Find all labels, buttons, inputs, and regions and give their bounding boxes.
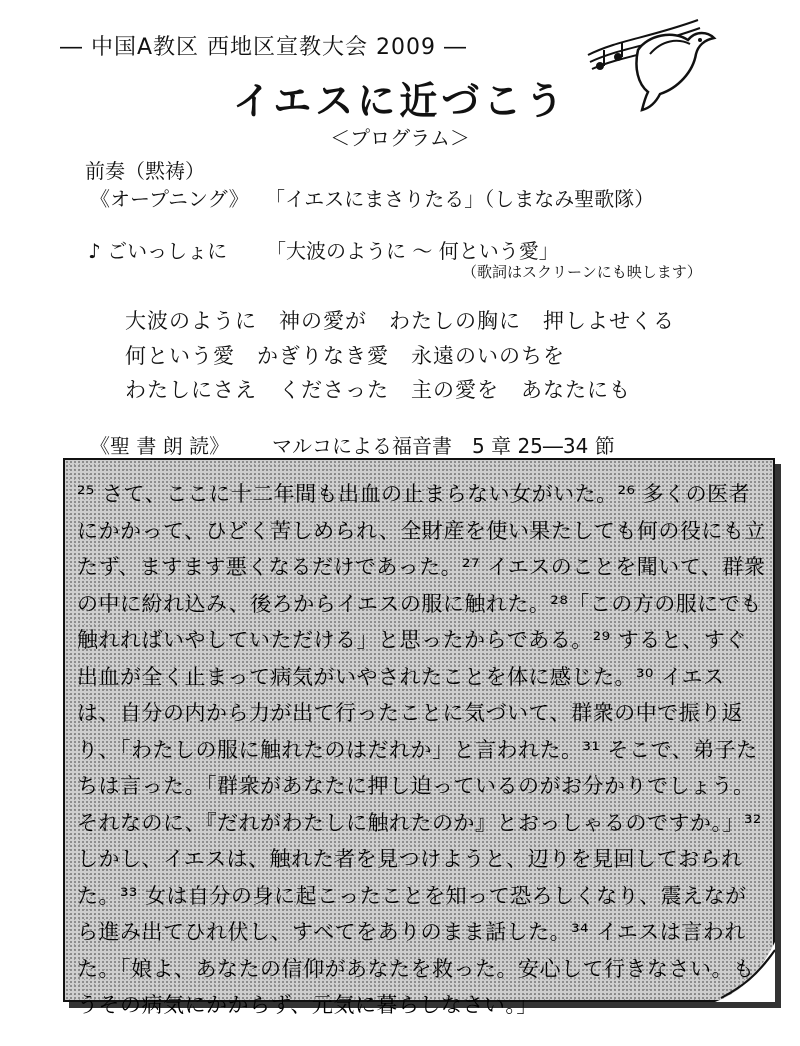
page-curl-icon bbox=[715, 942, 775, 1002]
opening-item bbox=[90, 183, 655, 212]
scripture-text: ²⁵ さて、ここに十二年間も出血の止まらない女がいた。²⁶ 多くの医者にかかって、ひどく苦しめられ、全財産を使い果たしても何の役にも立たず、ますます悪くなるだけであった。²⁷ イエスのことを聞いて、群衆の中に紛れ込み、後ろからイエスの服に触れた。²⁸「この方の服にでも触れればいやしていただける」と思ったからである。²⁹ すると、すぐ出血が全く止まって病気がいやされたことを体に感じた。³⁰ イエスは、自分の内から力が出て行ったことに気づいて、群衆の中で振り返り、「わたしの服に触れたのはだれか」と言われた。³¹ そこで、弟子たちは言った。「群衆があなたに押し迫っているのがお分かりでしょう。それなのに、『だれがわたしに触れたのか』とおっしゃるのですか。」³² しかし、イエスは、触れた者を見つけようと、辺りを見回しておられた。³³ 女は自分の身に起こったことを知って恐ろしくなり、震えながら進み出てひれ伏し、すべてをありのまま話した。³⁴ イエスは言われた。「娘よ、あなたの信仰があなたを救った。安心して行きなさい。もうその病気にかからず、元気に暮らしなさい。」 bbox=[77, 482, 766, 1017]
singing-text: 「大波のように ～ 何という愛」 bbox=[266, 239, 559, 263]
singing-label: ♪ ごいっしょに bbox=[88, 239, 228, 263]
opening-label: 《オープニング》 bbox=[90, 187, 249, 211]
scripture-reading-item bbox=[90, 430, 615, 459]
reading-text: マルコによる福音書 5 章 25―34 節 bbox=[272, 434, 615, 458]
scripture-box bbox=[63, 458, 775, 1017]
lyric-line: 大波のように 神の愛が わたしの胸に 押しよせくる bbox=[125, 309, 675, 333]
page-title: イエスに近づこう bbox=[232, 79, 568, 123]
prelude-item: 前奏（黙祷） bbox=[85, 159, 205, 183]
singing-item bbox=[88, 235, 559, 264]
lyric-line: わたしにさえ くださった 主の愛を あなたにも bbox=[125, 378, 631, 402]
program-subtitle: ＜プログラム＞ bbox=[330, 126, 470, 150]
reading-label: 《聖 書 朗 読》 bbox=[90, 434, 230, 458]
event-heading: ― 中国A教区 西地区宣教大会 2009 ― bbox=[60, 35, 468, 60]
lyric-line: 何という愛 かぎりなき愛 永遠のいのちを bbox=[125, 344, 565, 368]
lyrics-note: （歌詞はスクリーンにも映します） bbox=[462, 263, 702, 281]
opening-text: 「イエスにまさりたる」（しまなみ聖歌隊） bbox=[265, 187, 655, 211]
